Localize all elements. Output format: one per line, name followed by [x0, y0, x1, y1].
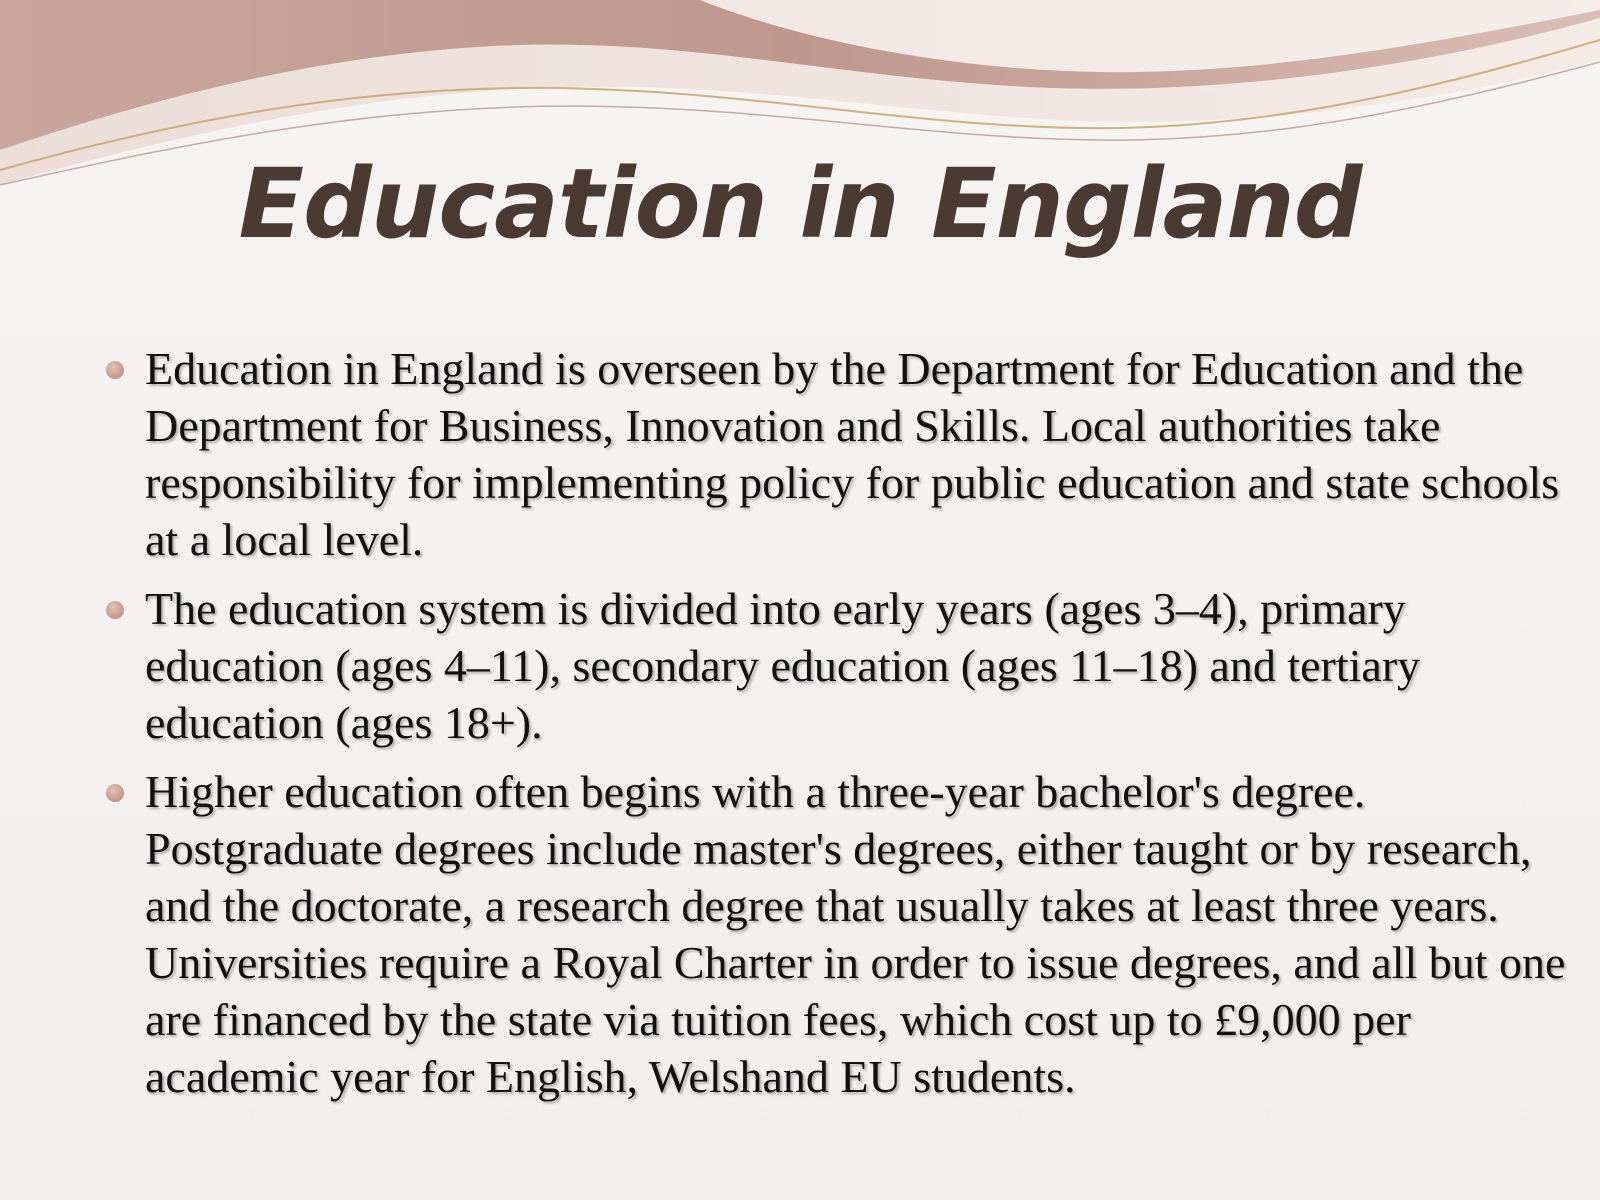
bullet-list	[100, 340, 1570, 1117]
bullet-text: Education in England is overseen by the Department for Education and the Department for Business, Innovation and Skills. Local authorities take responsibility for implementing policy for public education and state schools at a local level.	[145, 343, 1560, 565]
bullet-dot-icon	[106, 601, 124, 619]
bullet-item	[100, 763, 1570, 1105]
bullet-dot-icon	[106, 784, 124, 802]
bullet-text: The education system is divided into early years (ages 3–4), primary education (ages 4–11), secondary education (ages 11–18) and tertiary education (ages 18+).	[145, 583, 1421, 748]
slide-title: Education in England	[238, 148, 1362, 260]
bullet-item	[100, 580, 1570, 751]
bullet-dot-icon	[106, 361, 124, 379]
bullet-text: Higher education often begins with a three-year bachelor's degree. Postgraduate degrees include master's degrees, either taught or by research, and the doctorate, a research degree that usually takes at least three years. Universities require a Royal Charter in order to issue degrees, and all but one are financed by the state via tuition fees, which cost up to £9,000 per academic year for English, Welshand EU students.	[145, 766, 1566, 1102]
bullet-item	[100, 340, 1570, 568]
